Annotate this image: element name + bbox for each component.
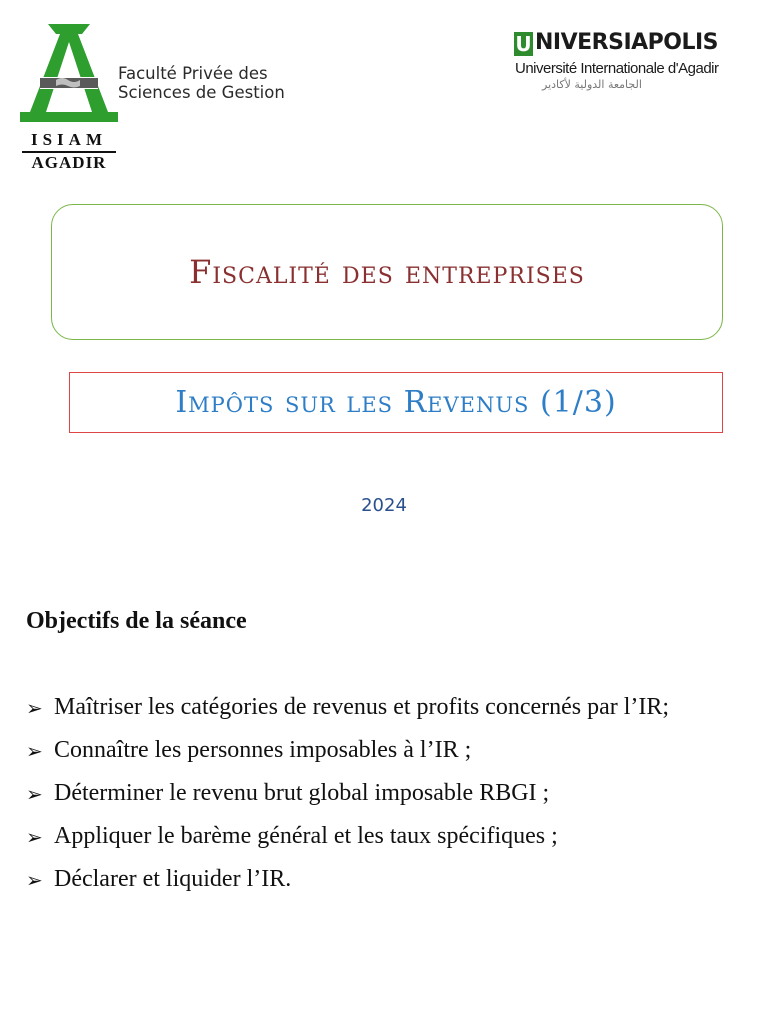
objective-text: Déclarer et liquider l’IR. <box>54 866 292 892</box>
objectives-list <box>26 692 746 907</box>
objective-text: Déterminer le revenu brut global imposable RBGI ; <box>54 780 550 806</box>
universiapolis-logo <box>512 30 752 100</box>
objectives-heading: Objectifs de la séance <box>26 608 247 634</box>
arrow-bullet-icon: ➢ <box>26 868 43 892</box>
arrow-bullet-icon: ➢ <box>26 696 43 720</box>
arrow-bullet-icon: ➢ <box>26 739 43 763</box>
faculty-name <box>118 64 308 102</box>
list-item <box>26 864 746 894</box>
page-subtitle: Impôts sur les Revenus (1/3) <box>175 385 617 420</box>
arrow-bullet-icon: ➢ <box>26 825 43 849</box>
universiapolis-mark: U <box>515 32 532 56</box>
list-item <box>26 735 746 765</box>
universiapolis-arabic-name: الجامعة الدولية لأكادير <box>542 78 642 91</box>
agadir-label: AGADIR <box>31 153 107 172</box>
subtitle-box <box>69 372 723 433</box>
objective-text: Appliquer le barème général et les taux spécifiques ; <box>54 823 558 849</box>
objective-text: Connaître les personnes imposables à l’IR ; <box>54 737 472 763</box>
title-box <box>51 204 723 340</box>
faculty-name-line1: Faculté Privée des <box>118 64 268 83</box>
isiam-a-handshake-icon <box>20 20 118 128</box>
list-item <box>26 778 746 808</box>
isiam-logo <box>20 20 320 172</box>
isiam-label: ISIAM <box>30 130 107 149</box>
page-title: Fiscalité des entreprises <box>189 253 585 291</box>
list-item <box>26 821 746 851</box>
year-label: 2024 <box>361 495 407 516</box>
universiapolis-subtitle: Université Internationale d'Agadir <box>515 60 719 77</box>
arrow-bullet-icon: ➢ <box>26 782 43 806</box>
list-item <box>26 692 746 722</box>
universiapolis-name: NIVERSIAPOLIS <box>535 30 719 55</box>
objective-text: Maîtriser les catégories de revenus et profits concernés par l’IR; <box>54 694 670 720</box>
faculty-name-line2: Sciences de Gestion <box>118 83 285 102</box>
